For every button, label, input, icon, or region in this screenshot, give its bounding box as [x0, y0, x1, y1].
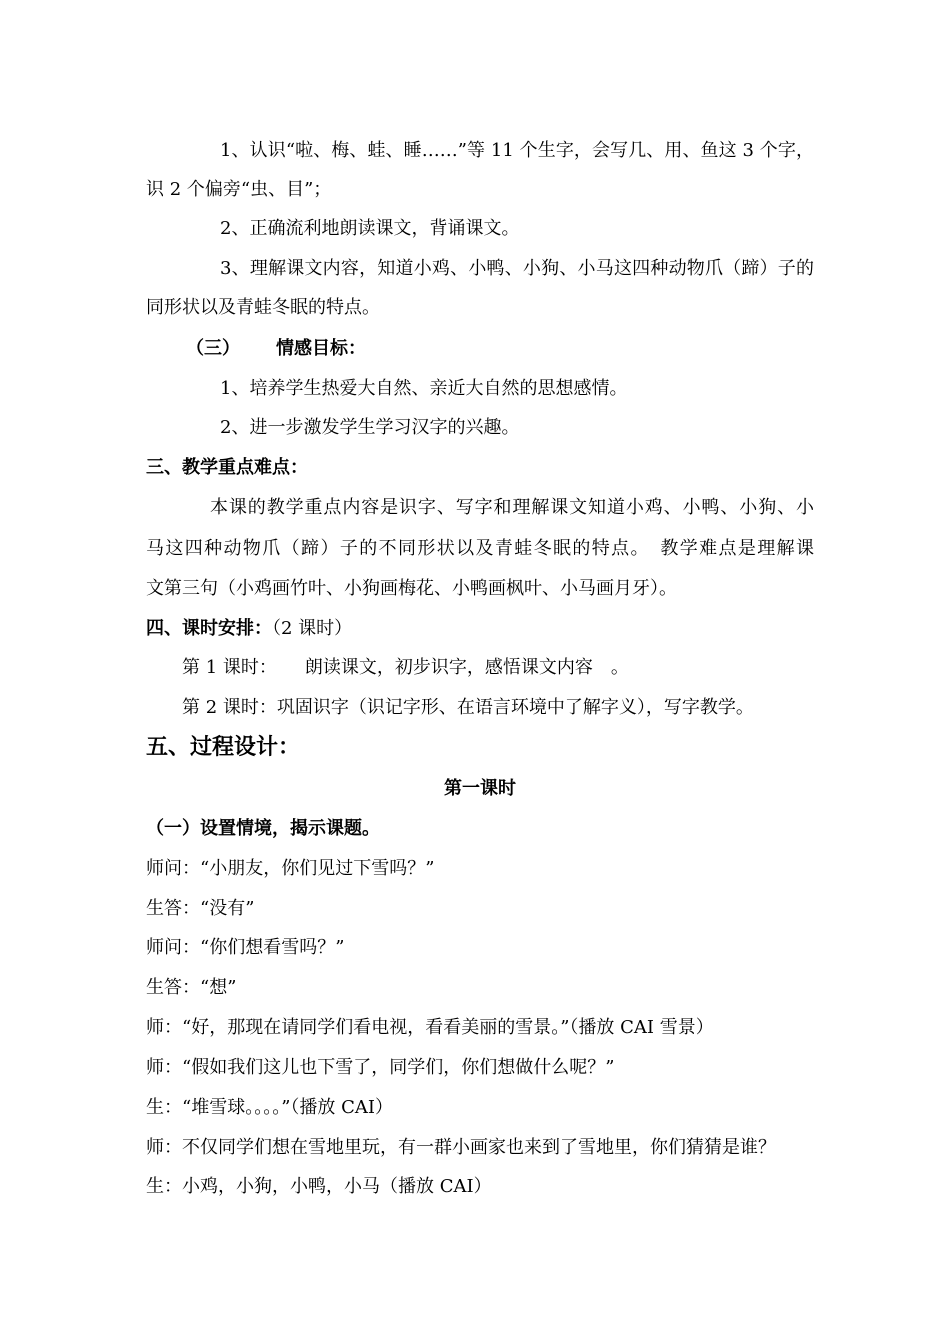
key-points-line-1: 本课的教学重点内容是识字、写字和理解课文知道小鸡、小鸭、小狗、小: [210, 497, 814, 518]
dialogue-line: 师：不仅同学们想在雪地里玩，有一群小画家也来到了雪地里，你们猜猜是谁？: [146, 1137, 776, 1158]
lesson-1-text: 朗读课文，初步识字，感悟课文内容 。: [304, 657, 629, 678]
dialogue-line: 师问：“你们想看雪吗？”: [146, 937, 345, 958]
emotion-goal-item-2: 2、进一步激发学生学习汉字的兴趣。: [220, 417, 520, 438]
schedule-lesson-2: 第 2 课时：巩固识字（识记字形、在语言环境中了解字义），写字教学。: [182, 697, 754, 718]
dialogue-line: 生：“堆雪球。。。。”（播放 CAI）: [146, 1097, 394, 1118]
emotion-goals-title: 情感目标：: [276, 338, 366, 359]
goal-item-2: 2、正确流利地朗读课文，背诵课文。: [220, 218, 520, 239]
emotion-goal-item-1: 1、培养学生热爱大自然、亲近大自然的思想感情。: [220, 378, 628, 399]
goal-item-1-line-1: 1、认识“啦、梅、蛙、睡……”等 11 个生字，会写几、用、鱼这 3 个字，: [220, 140, 814, 161]
schedule-heading: 四、课时安排：: [146, 618, 272, 639]
dialogue-line: 生：小鸡，小狗，小鸭，小马（播放 CAI）: [146, 1176, 492, 1197]
dialogue-line: 生答：“没有”: [146, 898, 255, 919]
schedule-note: （2 课时）: [272, 618, 353, 639]
lesson-1-label: 第 1 课时：: [182, 657, 277, 678]
dialogue-line: 师问：“小朋友，你们见过下雪吗？”: [146, 858, 435, 879]
process-heading: 五、过程设计：: [146, 734, 301, 760]
key-points-heading: 三、教学重点难点：: [146, 457, 308, 478]
goal-item-1-line-2: 识 2 个偏旁“虫、目”；: [146, 179, 332, 200]
dialogue-line: 师：“假如我们这儿也下雪了，同学们，你们想做什么呢？”: [146, 1057, 615, 1078]
schedule-lesson-1: [182, 655, 814, 681]
dialogue-line: 生答：“想”: [146, 977, 237, 998]
key-points-line-3: 文第三句（小鸡画竹叶、小狗画梅花、小鸭画枫叶、小马画月牙）。: [146, 578, 677, 599]
goal-item-3-line-1: 3、理解课文内容，知道小鸡、小鸭、小狗、小马这四种动物爪（蹄）子的: [220, 258, 814, 279]
key-points-line-2: 马这四种动物爪（蹄）子的不同形状以及青蛙冬眠的特点。 教学难点是理解课: [146, 538, 814, 559]
step-1-heading: （一）设置情境，揭示课题。: [146, 818, 380, 839]
schedule-line: [146, 616, 814, 642]
emotion-goals-number: （三）: [186, 338, 240, 359]
lesson-title: 第一课时: [444, 778, 516, 799]
dialogue-line: 师：“好，那现在请同学们看电视，看看美丽的雪景。”（播放 CAI 雪景）: [146, 1017, 714, 1038]
goal-item-3-line-2: 同形状以及青蛙冬眠的特点。: [146, 297, 380, 318]
